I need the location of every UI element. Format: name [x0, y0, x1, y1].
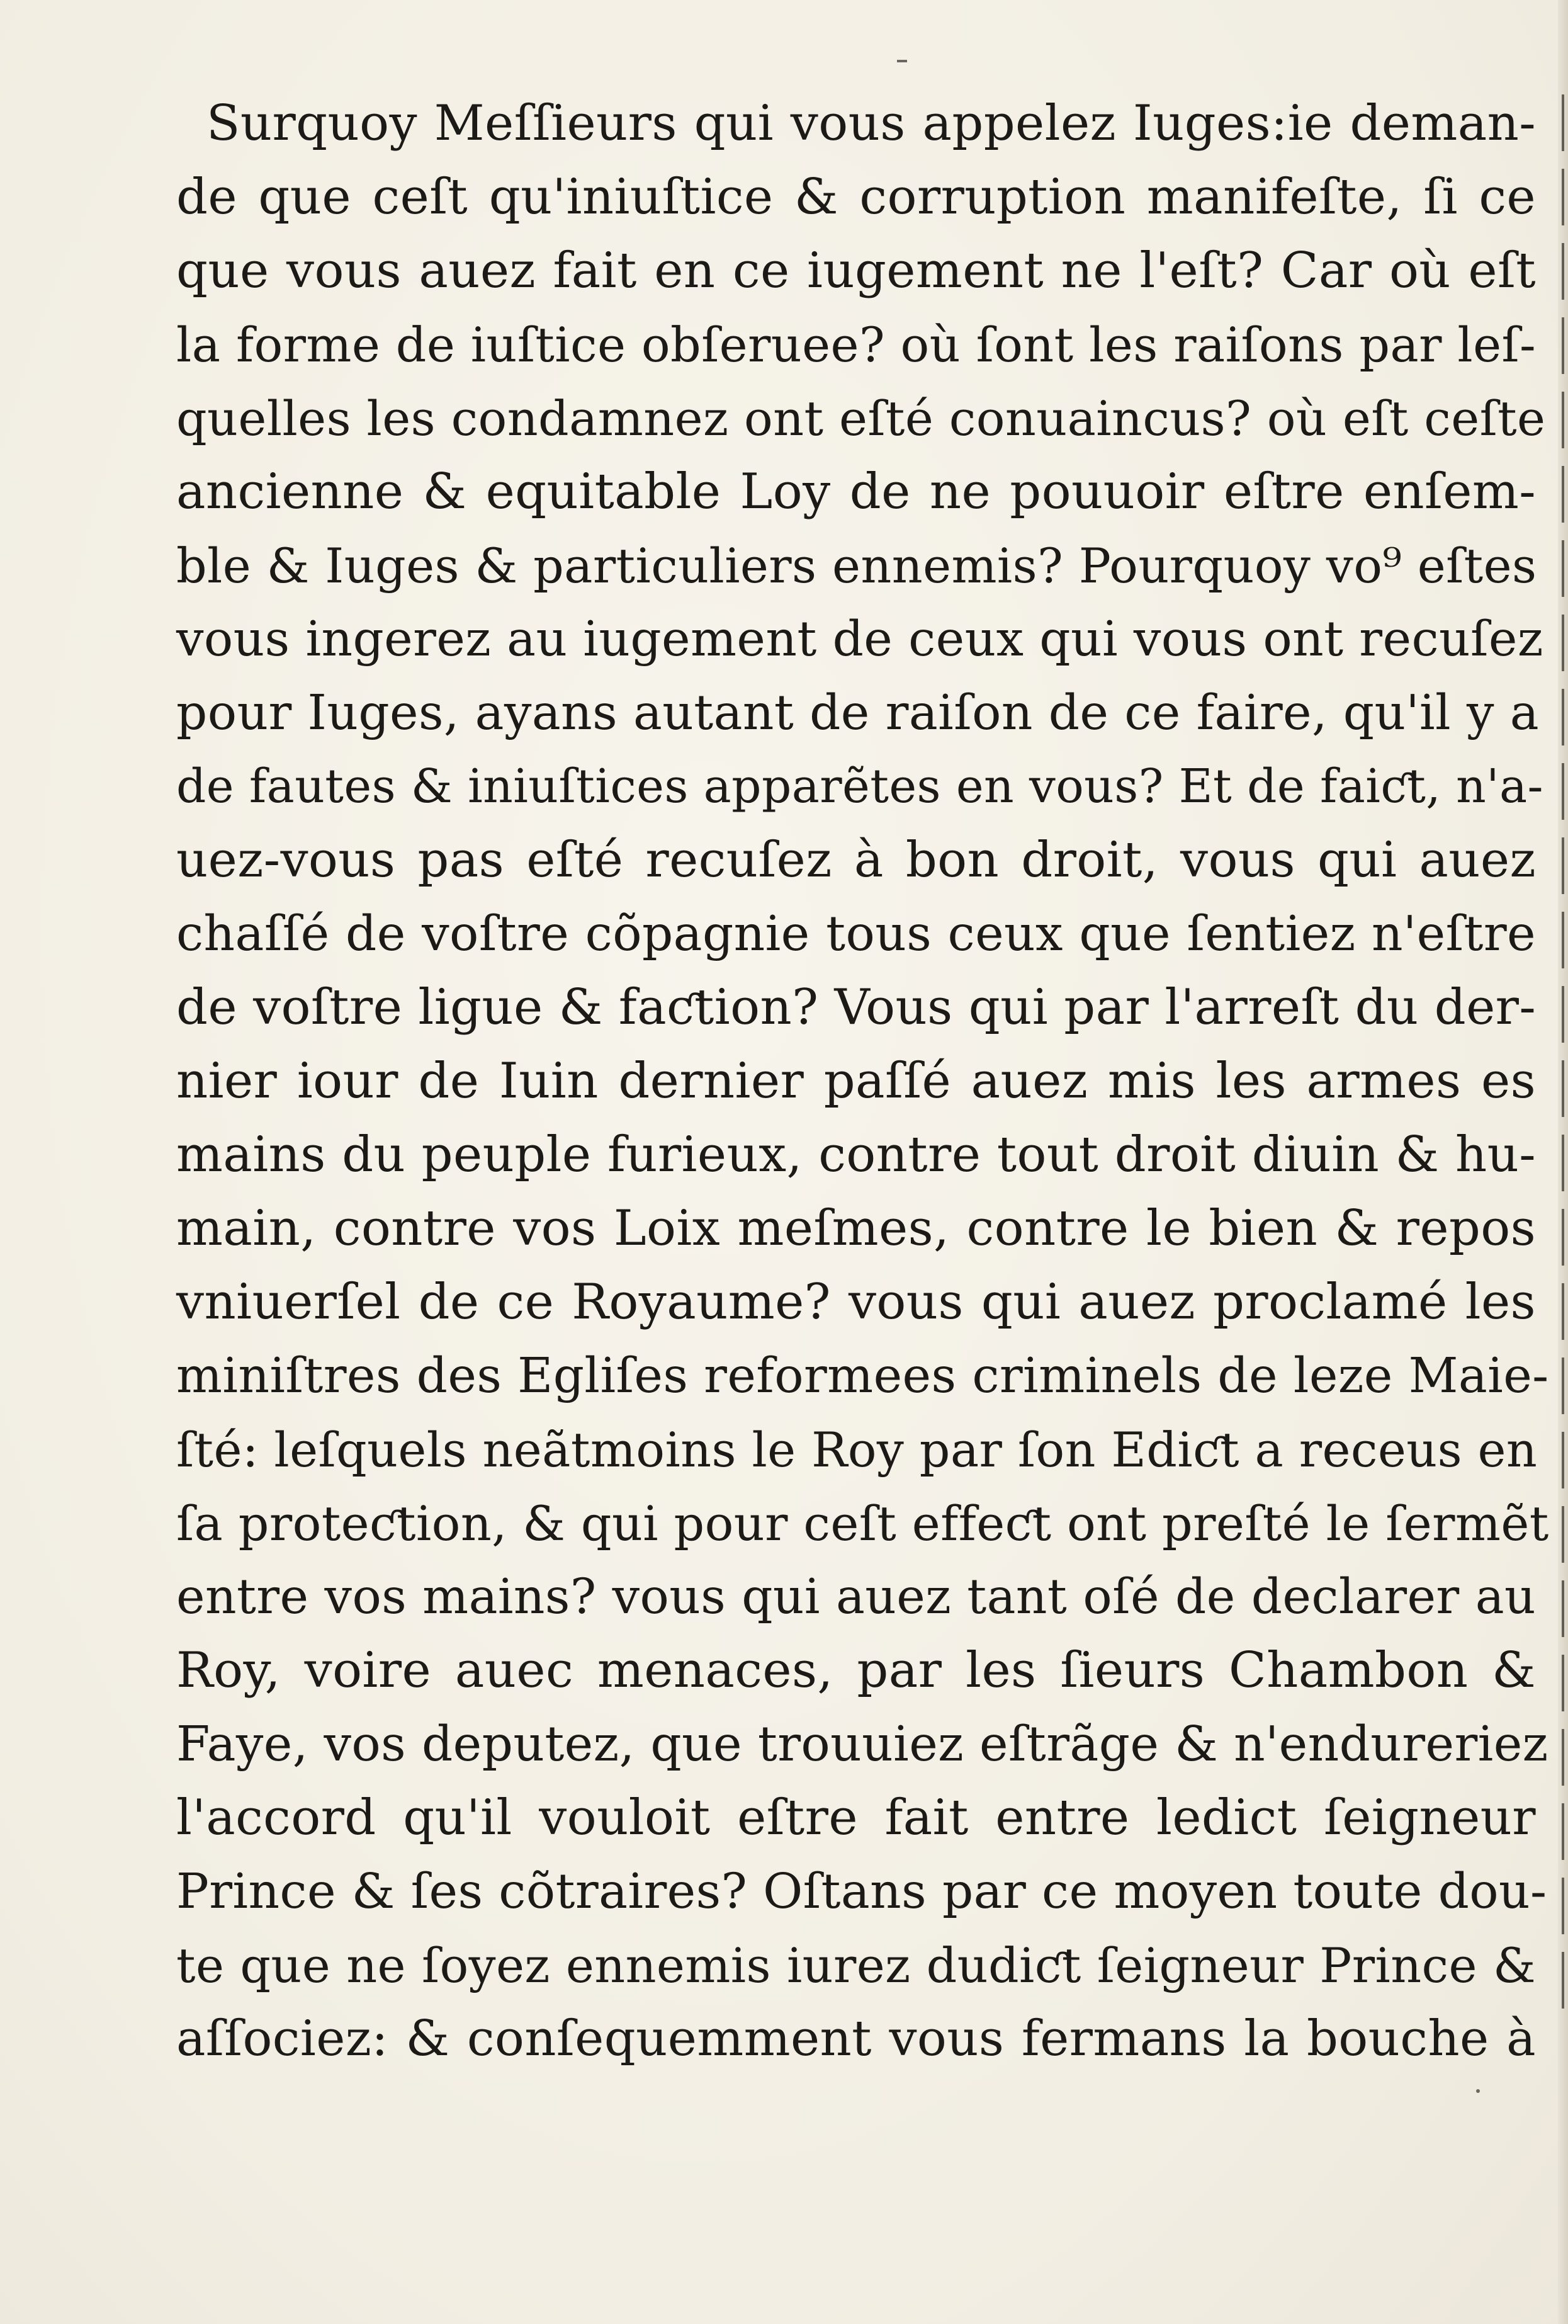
text-line: entre vos mains? vous qui auez tant oſé de declarer au: [176, 1569, 1536, 1625]
text-line: te que ne ſoyez ennemis iurez dudiƈt ſeigneur Prince &: [176, 1937, 1536, 1993]
text-line: que vous auez fait en ce iugement ne l'eſt? Car où eſt: [176, 242, 1536, 299]
text-line: ble & Iuges & particuliers ennemis? Pourquoy vo⁹ eſtes: [176, 538, 1537, 594]
text-line: nier iour de Iuin dernier paſſé auez mis les armes es: [176, 1053, 1536, 1109]
text-line: ſté: leſquels neãtmoins le Roy par ſon Ediƈt a receus en: [176, 1422, 1538, 1478]
page-bottom-mark: [1476, 2089, 1480, 2093]
text-line: Roy, voire auec menaces, par les ſieurs Chambon &: [176, 1642, 1536, 1699]
text-line: Surquoy Meſſieurs qui vous appelez Iuges:ie deman-: [206, 95, 1536, 152]
text-line: ſa proteƈtion, & qui pour ceſt effeƈt ont preſté le ſermẽt: [176, 1495, 1549, 1551]
text-line: uez-vous pas eſté recuſez à bon droit, vous qui auez: [176, 832, 1536, 888]
text-line: la forme de iuſtice obſeruee? où ſont les raiſons par leſ-: [176, 317, 1537, 373]
text-line: vniuerſel de ce Royaume? vous qui auez proclamé les: [176, 1274, 1536, 1330]
text-line: main, contre vos Loix meſmes, contre le bien & repos: [176, 1200, 1536, 1257]
text-line: Faye, vos deputez, que trouuiez eſtrãge & n'endureriez: [176, 1716, 1548, 1772]
text-line: chaſſé de voſtre cõpagnie tous ceux que ſentiez n'eſtre: [176, 906, 1536, 962]
text-line: de que ceſt qu'iniuſtice & corruption manifeſte, ſi ce: [176, 169, 1536, 225]
page-top-mark: [897, 60, 907, 62]
text-line: ancienne & equitable Loy de ne pouuoir eſtre enſem-: [176, 463, 1536, 520]
bleed-through-marks: [1562, 94, 1564, 2015]
text-line: de fautes & iniuſtices apparẽtes en vous? Et de faiƈt, n'a-: [176, 759, 1543, 813]
text-line: quelles les condamnez ont eſté conuaincus? où eſt ceſte: [176, 390, 1546, 446]
text-block: [176, 87, 1549, 2076]
text-line: de voſtre ligue & faƈtion? Vous qui par l'arreſt du der-: [176, 979, 1537, 1036]
text-line: pour Iuges, ayans autant de raiſon de ce faire, qu'il y a: [176, 685, 1540, 741]
text-line: mains du peuple furieux, contre tout droit diuin & hu-: [176, 1126, 1536, 1183]
text-line: l'accord qu'il vouloit eſtre fait entre ledict ſeigneur: [176, 1789, 1536, 1846]
text-line: aſſociez: & conſequemment vous fermans la bouche à: [176, 2010, 1536, 2067]
text-line: Prince & ſes cõtraires? Oſtans par ce moyen toute dou-: [176, 1864, 1547, 1920]
page-edge: [1558, 0, 1568, 2324]
text-line: vous ingerez au iugement de ceux qui vous ont recuſez: [176, 611, 1543, 667]
text-line: miniſtres des Egliſes reformees criminels de leze Maie-: [176, 1348, 1549, 1404]
